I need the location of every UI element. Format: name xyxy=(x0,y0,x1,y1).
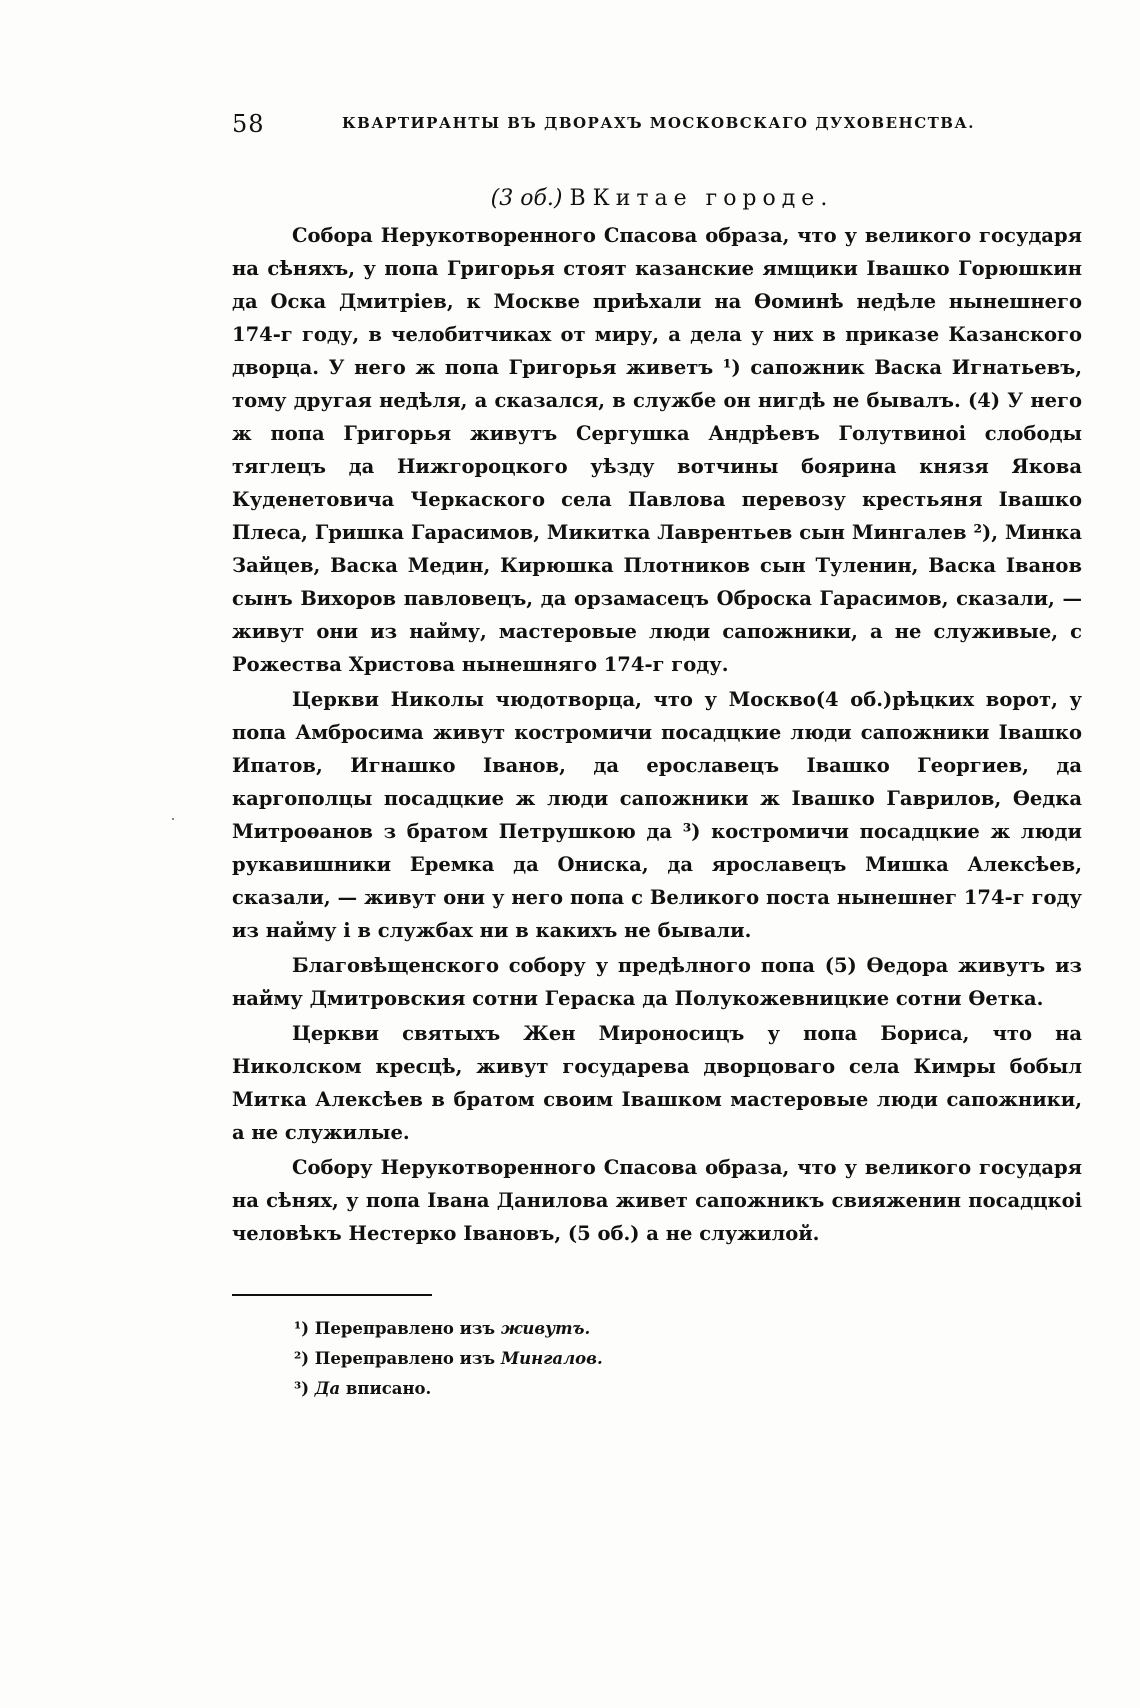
page-number: 58 xyxy=(232,110,265,138)
footnote-emphasis: Мингалов. xyxy=(500,1349,603,1368)
paragraph-2: Церкви Николы чюдотворца, что у Москво(4 об.)рѣцких ворот, у попа Амбросима живут костромичи посадцкие люди сапожники Івашко Ипатов, Игнашко Іванов, да ерославецъ Івашко Георгиев, да каргополцы посадцкие ж люди сапожники ж Івашко Гаврилов, Ѳедка Митроѳанов з братом Петрушкою да ³) костромичи посадцкие ж люди рукавишники Еремка да Ониска, да ярославецъ Мишка Алексѣев, сказали, — живут они у него попа с Великого поста нынешнег 174-г году из найму і в службах ни в какихъ не бывали. xyxy=(232,688,1082,942)
footnote-text-after: вписано. xyxy=(345,1379,432,1398)
footnote-1 xyxy=(294,1314,1082,1344)
heading-title: Китае городе. xyxy=(592,186,834,211)
footnote-emphasis: живутъ. xyxy=(500,1319,591,1338)
footnote-3 xyxy=(294,1374,1082,1404)
footnote-text: Переправлено изъ xyxy=(314,1349,496,1368)
folio-reference: (3 об.) xyxy=(490,186,563,211)
paragraph-5: Собору Нерукотворенного Спасова образа, что у великого государя на сѣнях, у попа Івана Данилова живет сапожникъ свияженин посадцкоі человѣкъ Нестерко Івановъ, (5 об.) а не служилой. xyxy=(232,1156,1082,1245)
body-text xyxy=(232,219,1082,1250)
footnote-mark: ³) xyxy=(294,1379,310,1398)
scan-speck xyxy=(172,818,174,820)
running-head xyxy=(232,100,1082,140)
paragraph-3: Благовѣщенского собору у предѣлного попа (5) Ѳедора живутъ из найму Дмитровския сотни Гераска да Полукожевницкие сотни Ѳетка. xyxy=(232,954,1082,1010)
paragraph-4: Церкви святыхъ Жен Мироносицъ у попа Бориса, что на Николском кресцѣ, живут государева дворцоваго села Кимры бобыл Митка Алексѣев в братом своим Івашком мастеровые люди сапожники, а не служилые. xyxy=(232,1022,1082,1144)
footnote-2 xyxy=(294,1344,1082,1374)
footnote-rule xyxy=(232,1294,432,1296)
footnote-text: Переправлено изъ xyxy=(314,1319,496,1338)
footnote-mark: ²) xyxy=(294,1349,310,1368)
running-title: КВАРТИРАНТЫ ВЪ ДВОРАХЪ МОСКОВСКАГО ДУХОВЕНСТВА. xyxy=(342,114,975,132)
paragraph-1: Собора Нерукотворенного Спасова образа, что у великого государя на сѣняхъ, у попа Григорья стоят казанские ямщики Івашко Горюшкин да Оска Дмитріев, к Москве приѣхали на Ѳоминѣ недѣле нынешнего 174-г году, в челобитчиках от миру, а дела у них в приказе Казанского дворца. У него ж попа Григорья живетъ ¹) сапожник Васка Игнатьевъ, тому другая недѣля, а сказался, в службе он нигдѣ не бывалъ. (4) У него ж попа Григорья живутъ Сергушка Андрѣевъ Голутвиноі слободы тяглецъ да Нижгороцкого уѣзду вотчины боярина князя Якова Куденетовича Черкаского села Павлова перевозу крестьяня Івашко Плеса, Гришка Гарасимов, Микитка Лаврентьев сын Мингалев ²), Минка Зайцев, Васка Медин, Кирюшка Плотников сын Туленин, Васка Іванов сынъ Вихоров павловецъ, да орзамасецъ Оброска Гарасимов, сказали, — живут они из найму, мастеровые люди сапожники, а не служивые, с Рожества Христова нынешняго 174-г году. xyxy=(232,224,1082,676)
heading-prefix: В xyxy=(569,186,586,211)
footnotes xyxy=(232,1314,1082,1404)
footnote-mark: ¹) xyxy=(294,1319,310,1338)
book-page xyxy=(232,100,1082,1404)
section-heading xyxy=(232,186,1082,211)
footnote-emphasis: Да xyxy=(314,1379,341,1398)
